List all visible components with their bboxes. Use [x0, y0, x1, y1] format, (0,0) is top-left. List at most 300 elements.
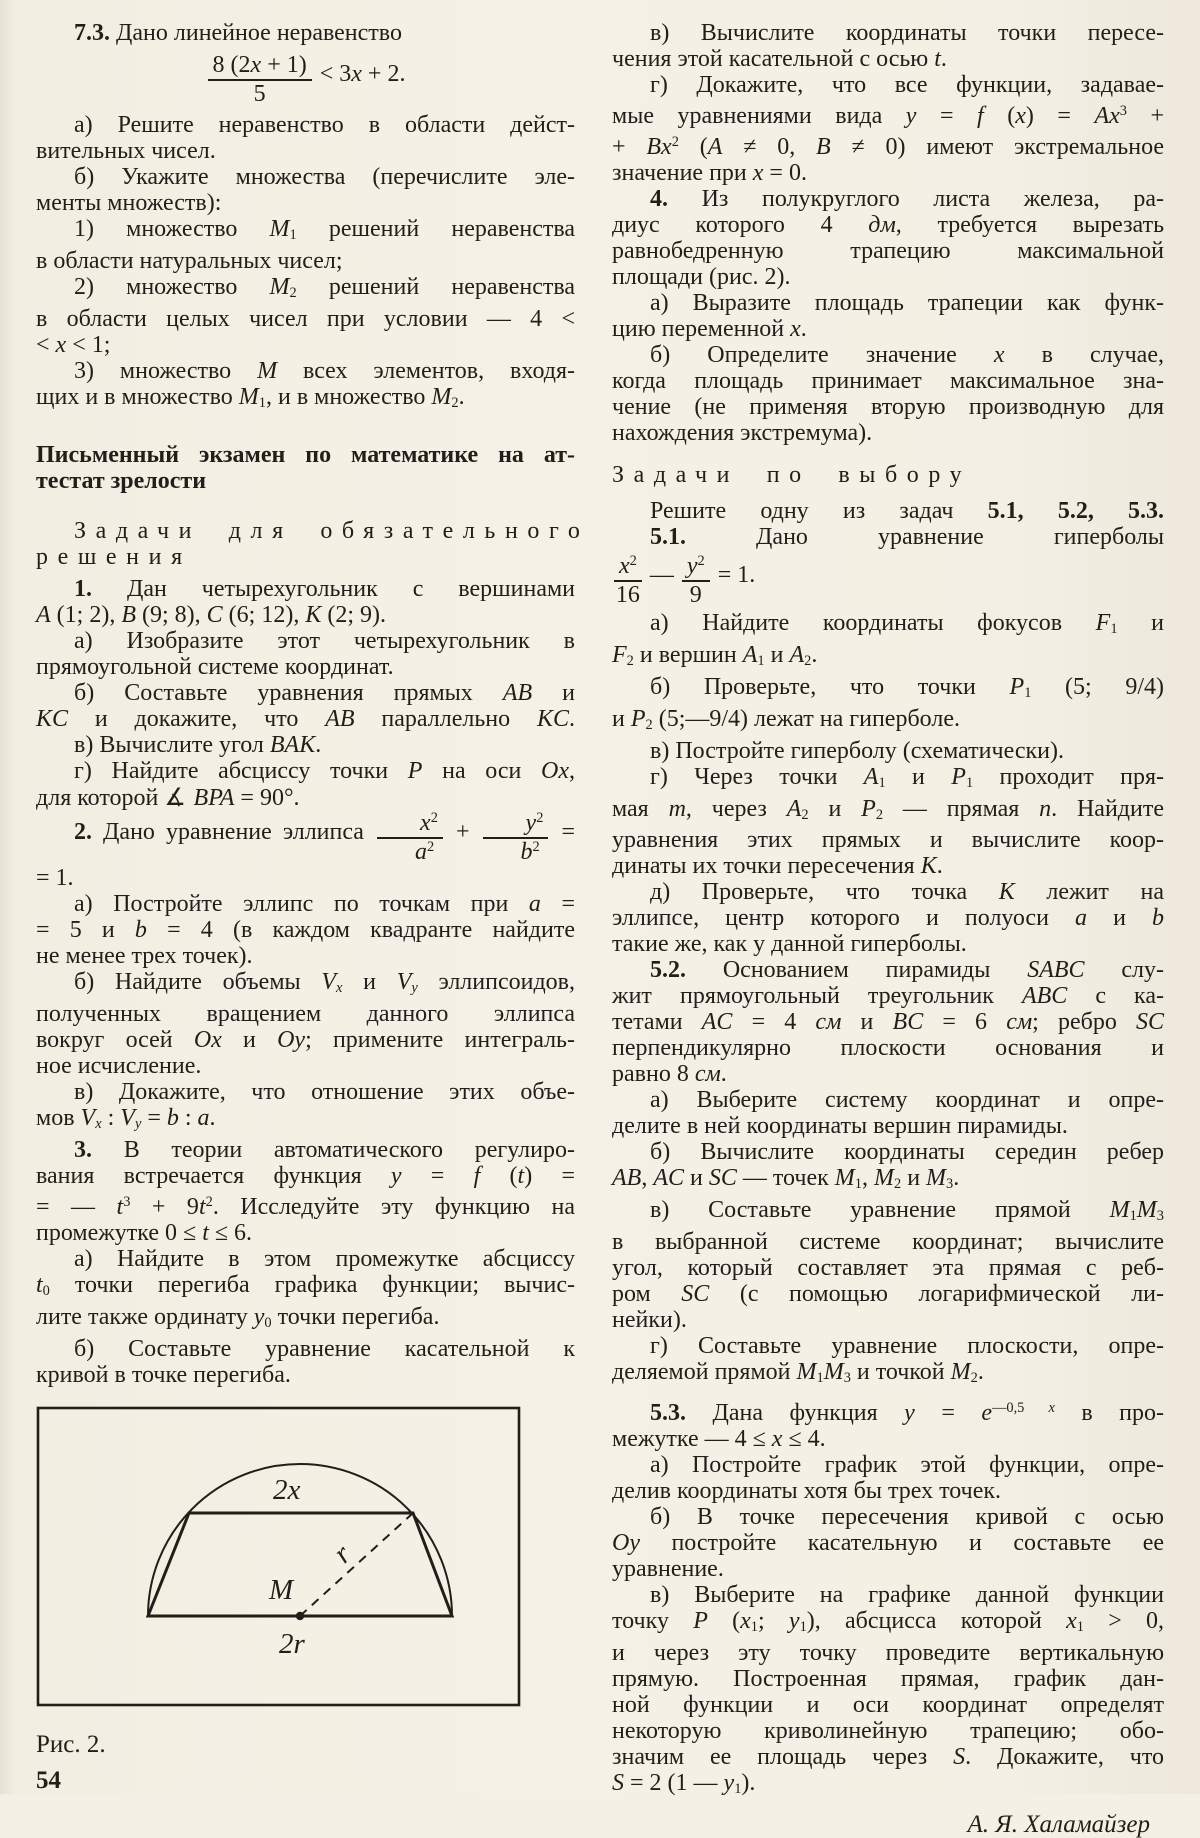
text-run: + [612, 133, 647, 160]
text-run: а) Постройте график этой функции, опре- [650, 1451, 1164, 1478]
text-run: f [977, 102, 984, 129]
text-run: тетами [612, 1009, 702, 1036]
text-line [612, 796, 1164, 828]
text-run: . [940, 46, 947, 72]
text-line [612, 1035, 1164, 1061]
text-run: и через эту точку проведите вертикальную [612, 1639, 1164, 1666]
text-run: x [1048, 1400, 1055, 1417]
text-line [612, 420, 1164, 446]
text-run: 2 [532, 839, 540, 856]
text-line [612, 764, 1164, 796]
text-run: и [684, 1165, 709, 1192]
superscript [630, 553, 637, 569]
trapezoid-outline [148, 1513, 452, 1616]
text-run: и [764, 642, 790, 669]
text-run: А. Я. Халамайзер [967, 1810, 1150, 1838]
text-run: P [1009, 673, 1025, 700]
text-run: щих и в множество [36, 384, 239, 411]
radius-dashed-line [300, 1513, 413, 1616]
text-run: . [953, 1165, 960, 1192]
text-run: —0,5 [992, 1400, 1049, 1417]
text-run: F [612, 642, 627, 669]
text-run: t [36, 1272, 43, 1299]
text-run: M [1109, 1197, 1130, 1224]
text-run: . [209, 1105, 216, 1132]
text-run: дм [868, 211, 896, 238]
fraction [682, 554, 710, 608]
text-line [36, 468, 575, 494]
text-line [36, 1189, 575, 1220]
text-run: m [668, 795, 686, 822]
text-run: < 1; [66, 332, 111, 359]
text-line [612, 1452, 1164, 1478]
text-line [612, 129, 1164, 160]
text-run: Дан четырехугольник с вершинами [92, 576, 575, 602]
text-run: . [977, 1359, 984, 1386]
text-run: 5.3. [650, 1399, 686, 1426]
text-run: (6; 12), [222, 602, 306, 628]
subscript [801, 806, 808, 822]
text-line [36, 758, 575, 784]
text-run: Из полукруглого листа железа, ра- [668, 185, 1164, 212]
text-run: = [916, 102, 978, 129]
text-run: = [141, 1105, 167, 1132]
text-run: 0 [264, 1314, 272, 1331]
text-run: 5.1, 5.2, 5.3. [987, 497, 1164, 524]
base-side-label: 2r [279, 1627, 305, 1660]
text-run: . Докажите, что [965, 1743, 1164, 1770]
text-run: F [1095, 610, 1111, 637]
text-line [612, 1009, 1164, 1035]
text-run: ≤ 6. [208, 1220, 253, 1247]
text-run: постройте касательную и составьте ее [639, 1529, 1164, 1556]
text-run: ром [612, 1281, 682, 1308]
text-run: 1 [854, 1176, 862, 1193]
text-run: , через [685, 795, 787, 822]
superscript [698, 553, 705, 569]
text-run: менты множеств): [36, 190, 222, 217]
text-run: (2; 9). [321, 602, 386, 628]
text-run: AC [701, 1009, 733, 1036]
text-run: y [686, 552, 698, 579]
text-run: V [80, 1105, 96, 1132]
text-run: y [525, 810, 537, 836]
text-run: диус которого 4 [612, 211, 869, 238]
text-run: а) Изобразите этот четырехугольник в [74, 628, 575, 654]
text-run: 2 [970, 1370, 978, 1387]
text-run: 3 [946, 1176, 954, 1193]
text-run: — точек [736, 1165, 835, 1192]
text-line [612, 1281, 1164, 1307]
text-run: — [643, 561, 680, 588]
text-line [612, 1087, 1164, 1113]
text-run: мая [612, 795, 669, 822]
text-run: Oy [612, 1529, 640, 1556]
text-line [36, 1246, 575, 1272]
text-line [36, 576, 575, 602]
text-line [36, 248, 575, 274]
text-run: в области натуральных чисел; [36, 248, 343, 275]
text-run: мые уравнениями вида [612, 102, 906, 129]
text-line [612, 524, 1164, 550]
text-run: A [863, 763, 879, 790]
text-run: и [342, 969, 397, 996]
text-run: 1 [1110, 621, 1118, 638]
text-run: V [396, 969, 412, 996]
text-run: значение при [612, 159, 753, 186]
text-line [612, 554, 1164, 608]
text-run: , [569, 758, 575, 784]
text-run: 2 [451, 395, 459, 411]
text-line [36, 1272, 575, 1304]
text-run: Задачи по выбору [612, 461, 972, 488]
text-run: b [166, 1105, 179, 1132]
text-run: чения этой касательной с осью [612, 46, 935, 72]
text-line [36, 1163, 575, 1189]
text-run: . [569, 706, 576, 732]
text-run: решений неравенства [296, 216, 575, 243]
text-line [612, 462, 1164, 488]
text-run: 1 [965, 774, 974, 791]
subscript [451, 395, 458, 411]
text-run: в про- [1054, 1399, 1164, 1426]
text-run: = 5 и [36, 917, 135, 944]
text-run: P [630, 705, 646, 732]
text-run: M [950, 1359, 971, 1386]
text-run: б) Определите значение [650, 341, 994, 368]
text-run: 2 [430, 810, 438, 827]
text-run: перпендикулярно плоскости основания и [612, 1035, 1164, 1062]
text-run: 5.1. [650, 523, 686, 550]
text-run: такие же, как у данной гиперболы. [612, 931, 967, 958]
text-run: b [1152, 905, 1164, 932]
subscript [751, 1619, 758, 1635]
text-run: параллельно [354, 706, 537, 732]
text-run: динаты их точки пересечения [612, 853, 921, 880]
text-run: см [815, 1009, 842, 1036]
left-column-text [36, 20, 590, 1388]
text-run: промежутке 0 ≤ [36, 1220, 203, 1247]
text-run: x [752, 159, 764, 186]
text-run: — прямая [883, 795, 1040, 822]
subscript [757, 653, 764, 669]
text-line [36, 138, 575, 164]
text-run: Ox [541, 758, 569, 784]
text-run: t [198, 1194, 206, 1221]
text-run: (1; 2), [50, 602, 122, 628]
text-run: (5;—9/4) лежат на гиперболе. [652, 705, 960, 732]
text-run: x [250, 52, 262, 78]
subscript [800, 1619, 807, 1635]
text-run: t [202, 1220, 209, 1247]
text-line [36, 1001, 575, 1027]
text-run: (с помощью логарифмической ли- [709, 1281, 1165, 1308]
text-run: 2 [205, 1194, 213, 1211]
text-run: a [197, 1105, 210, 1132]
text-line [36, 917, 575, 943]
text-run: SC [1135, 1009, 1164, 1036]
fraction [614, 554, 642, 608]
text-run: эллипсе, центр которого и полуоси [612, 905, 1075, 932]
text-run: уравнение. [612, 1555, 724, 1582]
text-run: ). [741, 1769, 756, 1796]
text-run: и [808, 795, 862, 822]
text-line [36, 1137, 575, 1163]
text-run: A [786, 795, 802, 822]
text-line [612, 642, 1164, 674]
text-run: ( [480, 1163, 518, 1190]
text-run: (9; 8), [136, 602, 207, 628]
text-line [612, 264, 1164, 290]
text-run: в) Вычислите координаты точки пересе- [650, 20, 1164, 46]
text-run: x [420, 810, 431, 836]
text-run: A [742, 642, 758, 669]
text-line [612, 290, 1164, 316]
text-run: , [862, 1165, 874, 1192]
text-run: жит прямоугольный треугольник [612, 983, 1022, 1010]
text-run: г) Докажите, что все функции, задавае- [650, 72, 1164, 98]
text-run: Bx [646, 133, 672, 160]
page-number: 54 [36, 1766, 61, 1794]
text-run: чение (не применяя вторую производную для [612, 393, 1164, 420]
subscript [844, 1370, 851, 1386]
text-line [612, 1744, 1164, 1770]
text-line [612, 738, 1164, 764]
text-run: . [811, 642, 818, 669]
text-run: ≤ 4. [782, 1425, 826, 1452]
text-run: д) Проверьте, что точка [650, 879, 999, 906]
text-run: M [269, 274, 290, 301]
text-run: и [612, 705, 631, 732]
text-run: AB [502, 680, 533, 706]
text-run: KC [537, 706, 570, 732]
text-line [612, 983, 1164, 1009]
text-run: эллипсоидов, [417, 969, 576, 996]
text-run: точки перегиба графика функции; вычис- [49, 1272, 575, 1299]
text-run: а) Постройте эллипс по точкам при [74, 891, 529, 918]
text-run: 3. [74, 1137, 92, 1164]
text-line [36, 1304, 575, 1336]
text-run: в случае, [1004, 341, 1164, 368]
text-line [612, 1061, 1164, 1087]
text-run: 2 [536, 810, 544, 827]
text-run: г) Составьте уравнение плоскости, опре- [650, 1333, 1164, 1360]
text-line [36, 1105, 575, 1137]
text-run: ; примените интеграль- [305, 1027, 575, 1054]
text-line [612, 957, 1164, 983]
text-run: 1 [757, 652, 765, 669]
text-run: Дана функция [686, 1399, 905, 1426]
text-run: 2 [645, 716, 653, 733]
superscript [992, 1400, 1055, 1416]
text-line [36, 216, 575, 248]
text-run: x [55, 332, 67, 359]
text-run: A [789, 642, 805, 669]
radius-label: r [327, 1538, 358, 1570]
text-run: ; [757, 1607, 789, 1634]
author-signature [612, 1812, 1164, 1838]
subscript [876, 806, 883, 822]
text-run: 1 [258, 395, 266, 411]
text-run: 1) множество [74, 216, 270, 243]
subscript [259, 395, 266, 411]
figure-semicircle-trapezoid [36, 1406, 522, 1708]
text-run: y [390, 1163, 402, 1190]
text-run: равнобедренную трапецию максимальной [612, 237, 1164, 264]
text-run: значим ее площадь через [612, 1743, 954, 1770]
text-run: б) Составьте уравнение касательной к [74, 1335, 575, 1362]
subscript [646, 717, 653, 733]
text-run: когда площадь принимает максимальное зна- [612, 367, 1164, 394]
text-run: ; ребро [1032, 1009, 1136, 1036]
text-run: BC [892, 1009, 924, 1036]
text-line [36, 20, 575, 46]
text-run: лите также ординату [36, 1303, 254, 1330]
text-run: в) Выберите на графике данной функции [650, 1581, 1164, 1608]
text-line [612, 879, 1164, 905]
text-run: = 6 [923, 1009, 1007, 1036]
text-line [612, 1692, 1164, 1718]
text-run: 2) множество [74, 274, 270, 301]
text-run: 3 [1156, 1208, 1164, 1225]
text-line [36, 1053, 575, 1079]
text-run: S [953, 1743, 966, 1770]
text-run: S [612, 1769, 624, 1796]
text-run: 2 [697, 552, 705, 569]
text-run: 1 [1024, 684, 1032, 701]
text-line [612, 238, 1164, 264]
text-run: ≠ 0, [722, 133, 817, 160]
text-line [612, 931, 1164, 957]
superscript [672, 134, 679, 150]
text-run: K [998, 879, 1015, 906]
text-line [36, 274, 575, 306]
subscript [627, 653, 634, 669]
text-line [36, 544, 575, 570]
text-line [612, 316, 1164, 342]
text-line [612, 160, 1164, 186]
text-line [36, 628, 575, 654]
text-run: > 0, [1083, 1607, 1164, 1634]
text-run: y [905, 102, 917, 129]
text-run: 8 (2 [212, 52, 251, 78]
text-line [612, 1333, 1164, 1359]
text-run: : [101, 1105, 121, 1132]
text-line [612, 212, 1164, 238]
text-run: точки перегиба. [271, 1303, 440, 1330]
text-line [612, 342, 1164, 368]
text-run: x [790, 315, 801, 342]
text-line [612, 1582, 1164, 1608]
text-run: 1. [74, 576, 92, 602]
text-run: Задачи для обязательного [74, 518, 590, 544]
text-run: a [415, 839, 428, 866]
text-run: ное исчисление. [36, 1053, 202, 1080]
subscript [878, 775, 885, 791]
text-run: = 1. [36, 865, 74, 892]
text-run: SC [708, 1165, 737, 1192]
text-run: = 1. [711, 561, 756, 588]
text-run: и вершин [633, 642, 743, 669]
text-run: M [823, 1359, 844, 1386]
text-run: а) Решите неравенство в области дейст- [74, 112, 575, 139]
text-run: для которой [36, 785, 165, 811]
text-run: ной функции и оси координат определят [612, 1691, 1164, 1718]
text-line [612, 1718, 1164, 1744]
text-run: и [1087, 905, 1152, 932]
text-line [612, 186, 1164, 212]
text-run: = [401, 1163, 474, 1190]
text-run: ∡ [164, 783, 194, 811]
text-run: = [914, 1399, 982, 1426]
text-run: ( [707, 1607, 741, 1634]
text-run: решения [36, 544, 192, 570]
text-run: вания встречается функция [36, 1163, 391, 1190]
text-run: Дано уравнение эллипса [92, 818, 376, 845]
text-run: 3 [1119, 103, 1127, 119]
text-run: y [134, 1116, 142, 1133]
right-column-text [612, 20, 1164, 1838]
text-line [36, 943, 575, 969]
text-run: прямоугольной системе координат. [36, 654, 394, 680]
text-run: ≠ 0) имеют экстремальное [830, 133, 1165, 160]
text-run: 2 [289, 285, 297, 302]
text-run: 3 [843, 1370, 851, 1387]
text-run: см [1006, 1009, 1033, 1036]
text-run: SC [681, 1281, 710, 1308]
text-run: < 3 [313, 60, 352, 87]
text-run: x [1015, 102, 1026, 129]
text-run: 7.3. [74, 20, 116, 46]
text-run: = 90°. [234, 785, 300, 811]
text-run: B [121, 602, 136, 628]
text-run: б) Найдите объемы [74, 969, 322, 996]
text-run: AB [325, 706, 355, 732]
text-run: с ка- [1067, 983, 1164, 1010]
text-line [36, 784, 575, 811]
text-run: KC [36, 706, 69, 732]
text-run: ), абсцисса которой [806, 1607, 1067, 1634]
text-run: ( [678, 133, 708, 160]
text-run: 5 [253, 81, 266, 108]
text-run: а) Выразите площадь трапеции как функ- [650, 289, 1164, 316]
text-run: M [926, 1165, 947, 1192]
text-run: V [120, 1105, 135, 1132]
text-line [36, 680, 575, 706]
text-run: г) Через точки [650, 763, 864, 790]
text-run: y [904, 1399, 915, 1426]
text-run: 9 [689, 582, 702, 608]
subscript [290, 285, 297, 301]
text-run: решений неравенства [296, 274, 575, 301]
text-run: 1 [750, 1618, 758, 1635]
text-line [36, 190, 575, 216]
text-run: M [257, 358, 278, 385]
text-line [612, 1504, 1164, 1530]
text-run: M [796, 1359, 817, 1386]
text-run: V [321, 969, 337, 996]
text-run: . [720, 1061, 727, 1088]
text-run: x [95, 1116, 102, 1133]
text-run: 3) множество [74, 358, 258, 385]
text-run: кривой в точке перегиба. [36, 1361, 291, 1388]
text-run: AB [612, 1165, 642, 1192]
figure-block [36, 1406, 575, 1794]
text-run: нахождения экстремума). [612, 419, 873, 446]
text-run: в) Докажите, что отношение этих объе- [74, 1079, 575, 1106]
text-run: = [550, 818, 575, 845]
text-line [36, 1336, 575, 1362]
